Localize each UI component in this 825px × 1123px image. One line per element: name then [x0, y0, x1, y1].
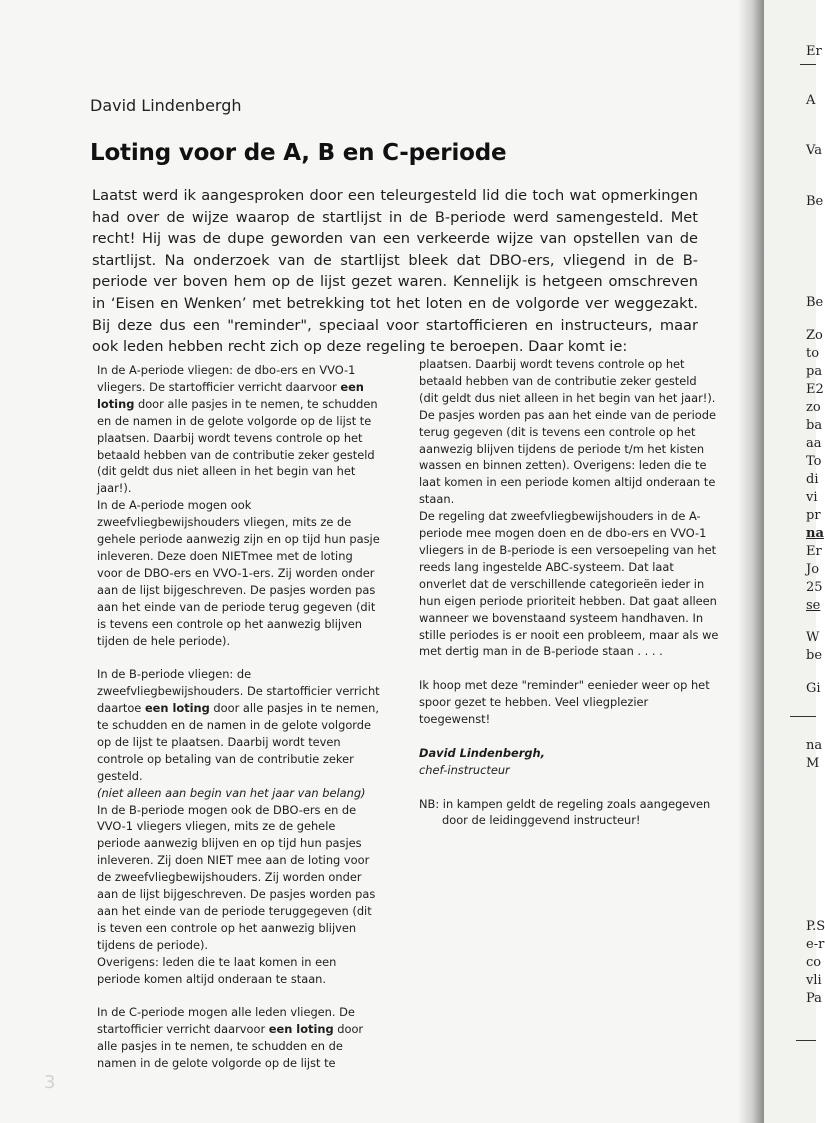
edge-word: Jo	[806, 562, 820, 577]
edge-word: pa	[806, 364, 823, 379]
c-period-paragraph	[97, 1004, 380, 1072]
a-period-text-cont: door alle pasjes in te nemen, te schudden en de namen in de gelote volgorde op de lijst te plaatsen. Daarbij wordt tevens controle op het betaald hebben van de contributie zeker gesteld (dit geldt dus niet alleen in het begin van het jaar!).	[97, 396, 378, 496]
c-period-continuation: plaatsen. Daarbij wordt tevens controle op het betaald hebben van de contributie zeker gesteld (dit geldt dus niet alleen in het begin van het jaar!). De pasjes worden pas aan het einde van de periode terug gegeven (dit is tevens een controle op het aanwezig blijven tijdens de periode t/m het kisten wassen en binnen zetten). Overigens: leden die te laat komen in een periode komen altijd onderaan te staan.	[419, 357, 716, 507]
left-column	[97, 362, 380, 1072]
edge-word: M	[806, 756, 820, 771]
regulation-paragraph: De regeling dat zweefvliegbewijshouders in de A-periode mee mogen doen en de dbo-ers en VVO-1 vliegers in de B-periode is een versoepeling van het reeds lang ingestelde ABC-systeem. Dat laat onverlet dat de verschillende categorieën ieder in hun eigen periode prioriteit hebben. Dat gaat alleen wanneer we bovenstaand systeem handhaven. In stille periodes is er nooit een probleem, maar als we met dertig man in de B-periode staan . . . .	[419, 509, 719, 659]
c-period-emphasis: een loting	[268, 1022, 334, 1037]
edge-word: di	[806, 472, 819, 487]
edge-word: se	[806, 598, 821, 613]
c-period-text-cont: door alle pasjes in te nemen, te schudden en de namen in de gelote volgorde op de lijst te	[97, 1022, 364, 1071]
edge-word: pr	[806, 508, 821, 523]
a-period-paragraph-2: In de A-periode mogen ook zweefvliegbewijshouders vliegen, mits ze de gehele periode aanwezig zijn en op tijd hun pasje inleveren. Deze doen NIETmee met de loting voor de DBO-ers en VVO-1-ers. Zij worden onder aan de lijst bijgeschreven. De pasjes worden pas aan het einde van de periode terug gegeven (dit is tevens een controle op het aanwezig blijven tijden de hele periode).	[97, 498, 380, 648]
edge-word: na	[806, 526, 824, 541]
edge-word: A	[806, 93, 816, 108]
edge-word: Zo	[806, 328, 823, 343]
edge-word: Pa	[806, 991, 822, 1006]
edge-word: P.S	[806, 919, 825, 934]
edge-rule	[790, 716, 816, 717]
edge-rule	[796, 1040, 816, 1041]
edge-word: Gi	[806, 681, 821, 696]
edge-word: na	[806, 738, 823, 753]
signature-role: chef-instructeur	[419, 762, 510, 777]
edge-rule	[800, 64, 816, 65]
a-period-text: In de A-periode vliegen: de dbo-ers en VVO-1 vliegers. De startofficier verricht daarvoor	[97, 363, 356, 394]
page-number: 3	[44, 1072, 56, 1093]
edge-word: ba	[806, 418, 823, 433]
edge-word: W	[806, 630, 820, 645]
right-column	[419, 356, 719, 846]
signature	[419, 745, 719, 779]
b-period-text-cont: door alle pasjes in te nemen, te schudden en de namen in de gelote volgorde op de lijst te plaatsen. Daarbij wordt teven controle op betaling van de contributie zeker gesteld.	[97, 701, 379, 783]
edge-word: Va	[806, 143, 822, 158]
edge-word: 25	[806, 580, 823, 595]
edge-word: Er	[806, 544, 822, 559]
edge-word: E2	[806, 382, 824, 397]
article-author: David Lindenbergh	[90, 96, 242, 115]
edge-word: be	[806, 648, 823, 663]
b-period-paragraph-3: Overigens: leden die te laat komen in een periode komen altijd onderaan te staan.	[97, 954, 337, 986]
edge-word: aa	[806, 436, 822, 451]
edge-word: zo	[806, 400, 821, 415]
b-period-italic-note: (niet alleen aan begin van het jaar van belang)	[97, 785, 366, 800]
a-period-paragraph	[97, 362, 380, 497]
closing-paragraph: Ik hoop met deze "reminder" eenieder weer op het spoor gezet te hebben. Veel vliegplezier toegewenst!	[419, 678, 710, 727]
b-period-paragraph	[97, 666, 380, 801]
edge-word: Er	[806, 44, 822, 59]
a-period-emphasis: een loting	[97, 379, 364, 411]
edge-word: To	[806, 454, 822, 469]
nb-note: NB: in kampen geldt de regeling zoals aangegeven door de leidinggevend instructeur!	[419, 796, 711, 828]
edge-word: e-r	[806, 937, 825, 952]
article-title: Loting voor de A, B en C-periode	[90, 140, 507, 166]
b-period-text: In de B-periode vliegen: de zweefvliegbewijshouders. De startofficier verricht daartoe	[97, 667, 380, 716]
edge-word: to	[806, 346, 820, 361]
edge-word: Be	[806, 295, 824, 310]
article-intro: Laatst werd ik aangesproken door een teleurgesteld lid die toch wat opmerkingen had over de wijze waarop de startlijst in de B-periode werd samengesteld. Met recht! Hij was de dupe geworden van een verkeerde wijze van opstellen van de startlijst. Na onderzoek van de startlijst bleek dat DBO-ers, vliegend in de B-periode ver boven hem op de lijst gezet waren. Kennelijk is hetgeen omschreven in ‘Eisen en Wenken’ met betrekking tot het loten en de volgorde ver weggezakt. Bij deze dus een "reminder", speciaal voor startofficieren en instructeurs, maar ook leden hebben recht zich op deze regeling te beroepen. Daar komt ie:	[92, 187, 698, 356]
edge-word: co	[806, 955, 822, 970]
c-period-text: In de C-periode mogen alle leden vliegen. De startofficier verricht daarvoor	[97, 1005, 355, 1037]
edge-word: Be	[806, 194, 824, 209]
signature-name: David Lindenbergh,	[419, 745, 545, 760]
b-period-paragraph-2: In de B-periode mogen ook de DBO-ers en de VVO-1 vliegers vliegen, mits ze de gehele periode aanwezig blijven en op tijd hun pasjes inleveren. Zij doen NIET mee aan de loting voor de zweefvliegbewijshouders. Zij worden onder aan de lijst bijgeschreven. De pasjes worden pas aan het einde van de periode teruggegeven (dit is teven een controle op het aanwezig blijven tijdens de periode).	[97, 802, 376, 952]
edge-word: vli	[806, 973, 822, 988]
edge-word: vi	[806, 490, 818, 505]
book-gutter	[738, 0, 764, 1123]
b-period-emphasis: een loting	[144, 701, 210, 716]
